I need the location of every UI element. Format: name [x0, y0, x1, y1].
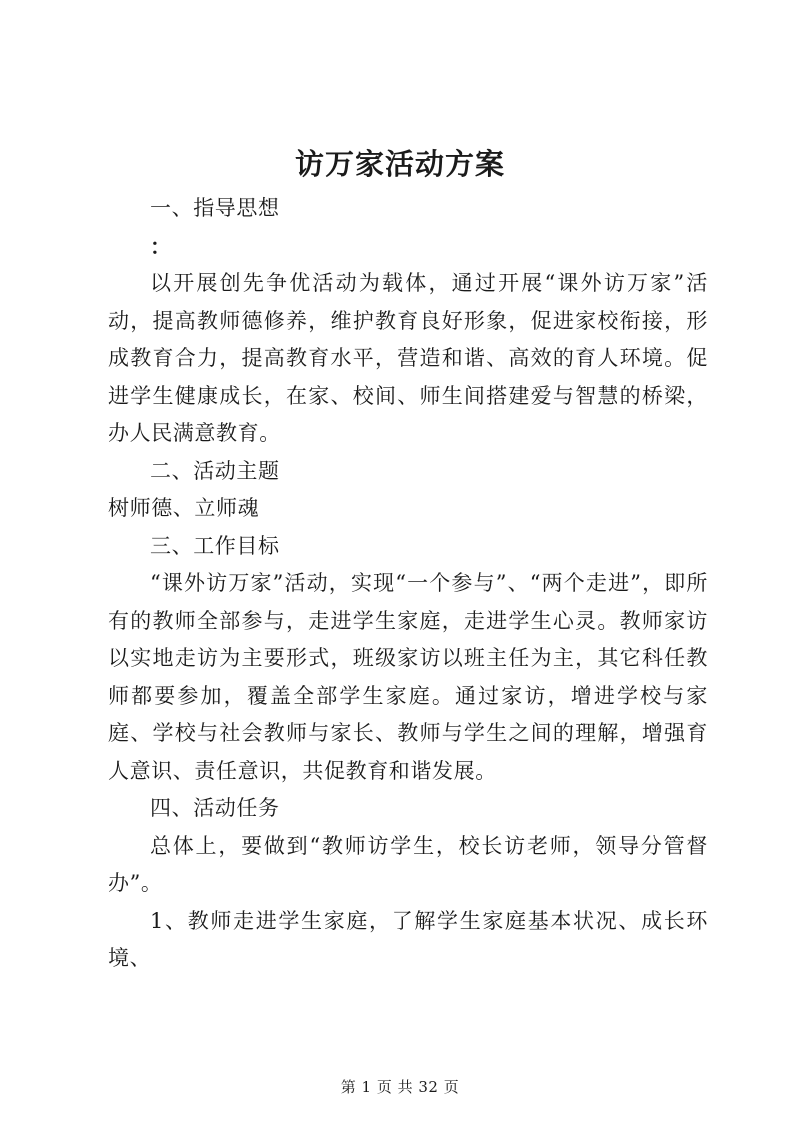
- paragraph-overall-task: 总体上，要做到“教师访学生，校长访老师，领导分管督办”。: [108, 833, 708, 895]
- document-body: [108, 190, 708, 978]
- page-title: 访万家活动方案: [294, 147, 505, 181]
- colon-line: ：: [150, 233, 172, 259]
- paragraph-guiding-thought: 以开展创先争优活动为载体，通过开展“课外访万家”活动，提高教师德修养，维护教育良好形象，促进家校衔接，形成教育合力，提高教育水平，营造和谐、高效的育人环境。促进学生健康成长，在家、校间、师生间搭建爱与智慧的桥梁，办人民满意教育。: [108, 271, 708, 445]
- heading-work-goals: 三、工作目标: [150, 533, 280, 558]
- page-number-footer: 第 1 页 共 32 页: [340, 1078, 460, 1096]
- heading-activity-tasks: 四、活动任务: [150, 796, 280, 820]
- paragraph-work-goals: “课外访万家”活动，实现“一个参与”、“两个走进”，即所有的教师全部参与，走进学生家庭，走进学生心灵。教师家访以实地走访为主要形式，班级家访以班主任为主，其它科任教师都要参加，覆盖全部学生家庭。通过家访，增进学校与家庭、学校与社会教师与家长、教师与学生之间的理解，增强育人意识、责任意识，共促教育和谐发展。: [108, 571, 708, 783]
- heading-activity-theme: 二、活动主题: [150, 458, 280, 483]
- paragraph-activity-theme: 树师德、立师魂: [108, 496, 260, 520]
- heading-guiding-thought: 一、指导思想: [150, 196, 280, 220]
- paragraph-task-1: 1、教师走进学生家庭，了解学生家庭基本状况、成长环境、: [108, 908, 708, 970]
